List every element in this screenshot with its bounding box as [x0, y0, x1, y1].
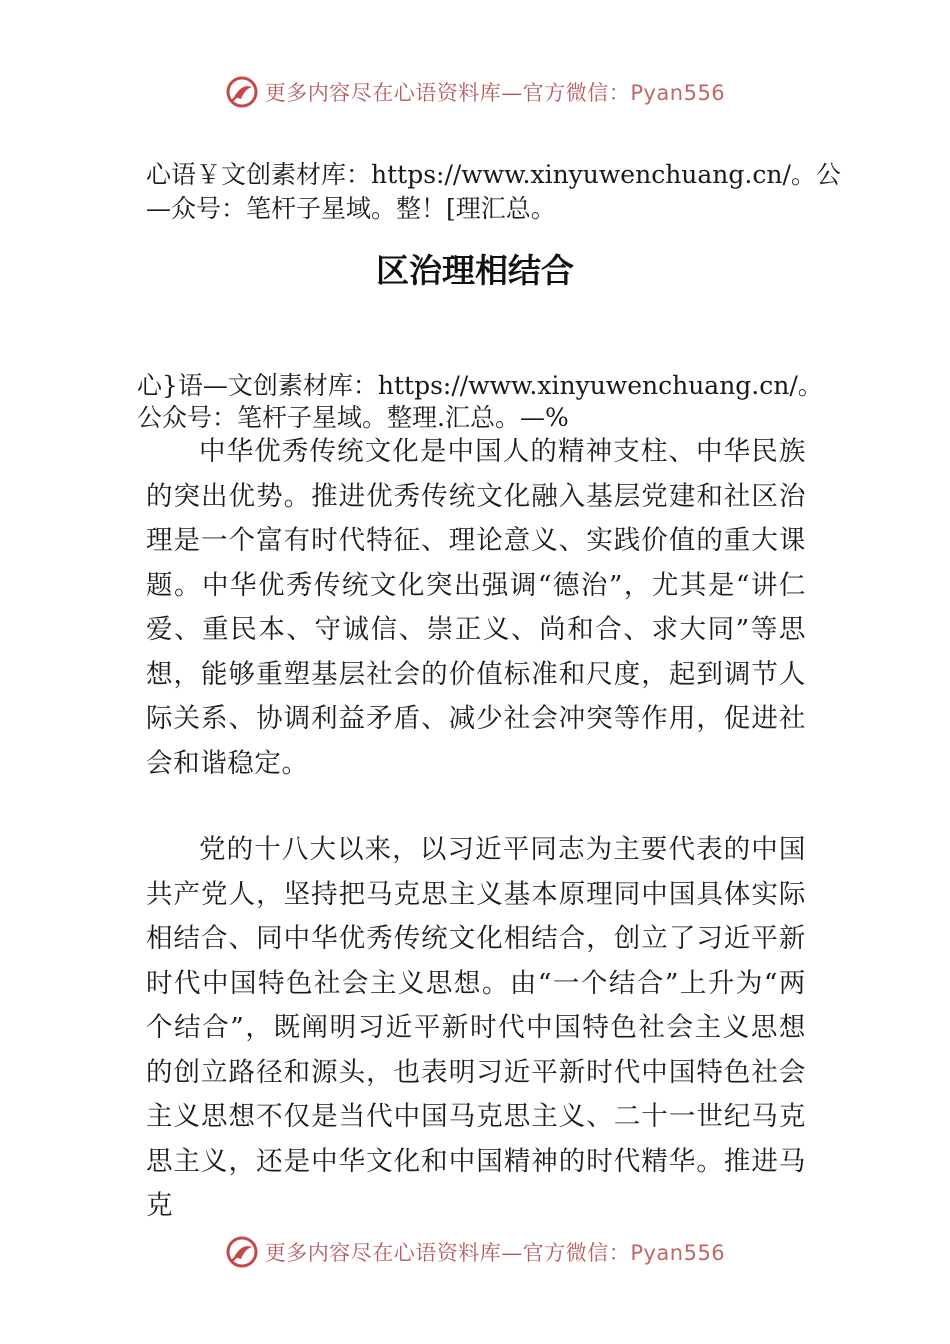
- header-note-line-2: —众号：笔杆子星域。整！[理汇总。: [146, 194, 556, 223]
- header-note-line-1: 心语￥文创素材库：https://www.xinyuwenchuang.cn/。公: [146, 160, 841, 189]
- top-watermark-banner: [0, 70, 950, 114]
- sub-note: [137, 370, 857, 434]
- watermark-text: 更多内容尽在心语资料库—官方微信：Pyan556: [264, 1241, 726, 1265]
- wechat-id: Pyan556: [630, 1241, 726, 1265]
- wechat-id: Pyan556: [630, 81, 726, 105]
- sub-note-line-2: 公众号：笔杆子星域。整理.汇总。—%: [137, 403, 569, 432]
- document-title: 区治理相结合: [376, 251, 574, 290]
- header-note: [146, 158, 866, 226]
- watermark-text: 更多内容尽在心语资料库—官方微信：Pyan556: [264, 81, 726, 105]
- logo-icon: [225, 75, 259, 109]
- sub-note-line-1: 心}语—文创素材库：https://www.xinyuwenchuang.cn/。: [137, 371, 823, 400]
- bottom-watermark-banner: [0, 1230, 950, 1274]
- body-paragraph-2: 党的十八大以来，以习近平同志为主要代表的中国共产党人，坚持把马克思主义基本原理同中国具体实际相结合、同中华优秀传统文化相结合，创立了习近平新时代中国特色社会主义思想。由“一个结合”上升为“两个结合”，既阐明习近平新时代中国特色社会主义思想的创立路径和源头，也表明习近平新时代中国特色社会主义思想不仅是当代中国马克思主义、二十一世纪马克思主义，还是中华文化和中国精神的时代精华。推进马克: [146, 834, 806, 1221]
- logo-icon: [225, 1235, 259, 1269]
- body-paragraph-1: 中华优秀传统文化是中国人的精神支柱、中华民族的突出优势。推进优秀传统文化融入基层党建和社区治理是一个富有时代特征、理论意义、实践价值的重大课题。中华优秀传统文化突出强调“德治”，尤其是“讲仁爱、重民本、守诚信、崇正义、尚和合、求大同”等思想，能够重塑基层社会的价值标准和尺度，起到调节人际关系、协调利益矛盾、减少社会冲突等作用，促进社会和谐稳定。: [146, 436, 806, 779]
